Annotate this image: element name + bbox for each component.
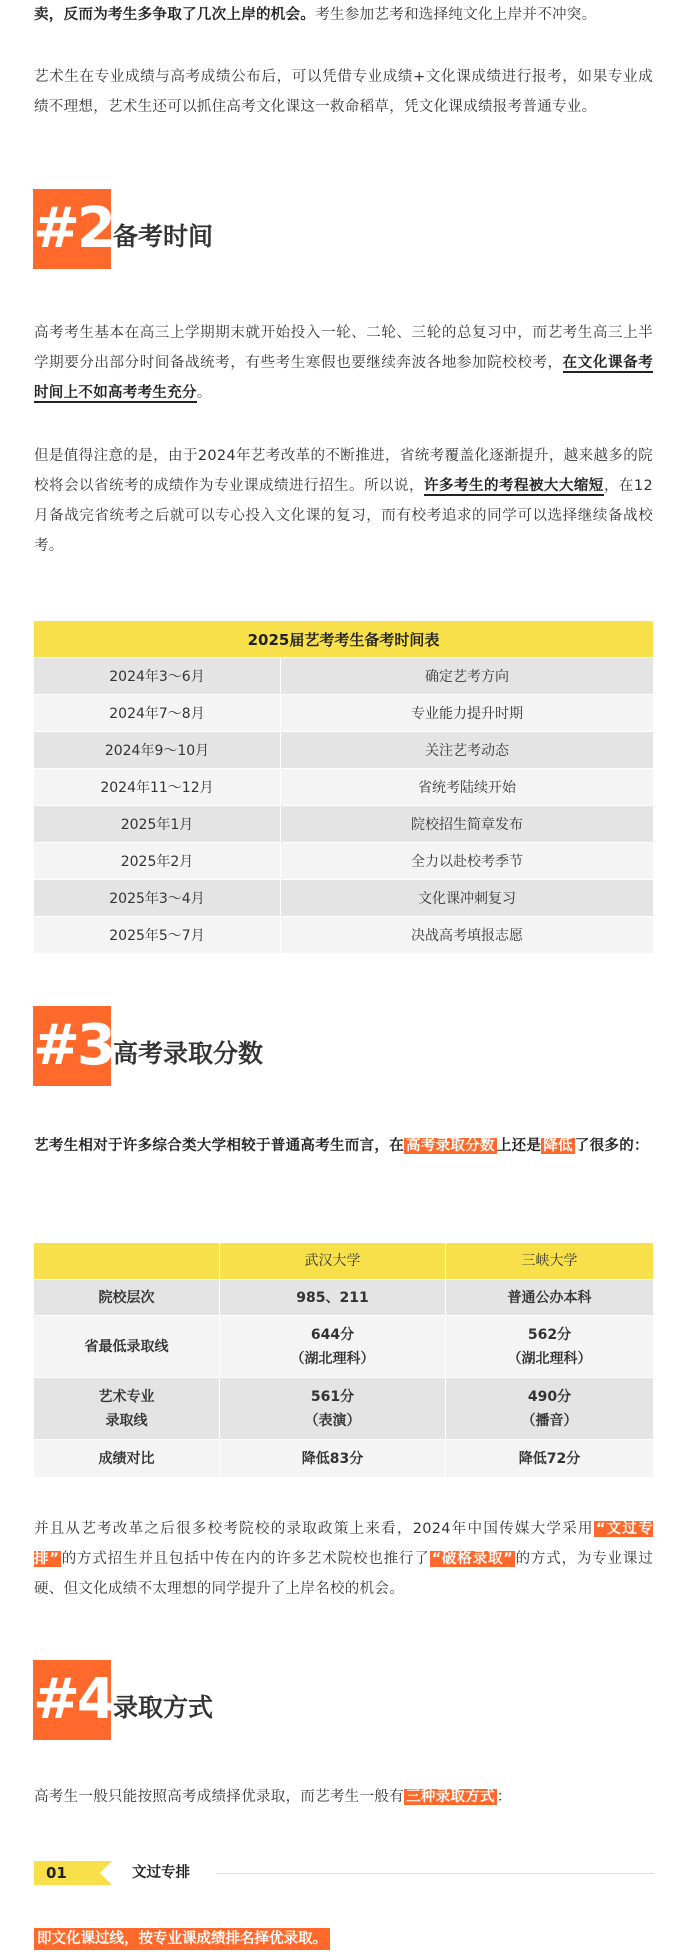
section-3-p1-text-a: 艺考生相对于许多综合类大学相较于普通高考生而言，在 [34, 1138, 404, 1154]
section-3-p1-text-b: 上还是 [496, 1138, 542, 1154]
comparison-header-empty [34, 1243, 220, 1280]
schedule-task: 确定艺考方向 [281, 658, 654, 695]
step-divider-line [216, 1873, 654, 1874]
comparison-value: 490分 [527, 1388, 572, 1405]
schedule-table-title: 2025届艺考考生备考时间表 [34, 621, 654, 658]
section-4-p1-text-b: ： [496, 1789, 512, 1805]
schedule-task: 关注艺考动态 [281, 732, 654, 769]
section-4-p1-text-a: 高考生一般只能按照高考成绩择优录取，而艺考生一般有 [34, 1789, 404, 1805]
comparison-cell: 985、211 [220, 1280, 446, 1316]
schedule-period: 2024年9～10月 [34, 732, 281, 769]
schedule-task: 文化课冲刺复习 [281, 880, 654, 917]
table-row [34, 658, 654, 695]
table-row [34, 806, 654, 843]
schedule-table-title-row [34, 621, 654, 658]
schedule-task: 省统考陆续开始 [281, 769, 654, 806]
section-3-p2-text-b: 的方式招生并且包括中传在内的许多艺术院校也推行了 [61, 1551, 430, 1567]
schedule-period: 2025年5～7月 [34, 917, 281, 954]
schedule-task: 院校招生简章发布 [281, 806, 654, 843]
section-3-paragraph-2 [34, 1514, 653, 1604]
comparison-value: 644分 [310, 1326, 355, 1343]
intro-bold-text: 卖，反而为考生多争取了几次上岸的机会。 [34, 7, 316, 23]
schedule-period: 2025年1月 [34, 806, 281, 843]
highlight-poge-luqu: “破格录取” [431, 1551, 514, 1567]
comparison-note: （湖北理科） [507, 1350, 592, 1367]
comparison-cell: 普通公办本科 [446, 1280, 654, 1316]
intro-paragraph-2: 艺术生在专业成绩与高考成绩公布后，可以凭借专业成绩+文化课成绩进行报考，如果专业成绩不理想，艺术生还可以抓住高考文化课这一救命稻草，凭文化课成绩报考普通专业。 [34, 69, 653, 115]
table-row [34, 917, 654, 954]
schedule-task: 决战高考填报志愿 [281, 917, 654, 954]
table-row [34, 1316, 654, 1378]
section-3-p1-text-c: 了很多的： [574, 1138, 649, 1154]
section-4-title: 录取方式 [113, 1693, 214, 1722]
highlight-three-methods: 三种录取方式 [406, 1789, 495, 1805]
comparison-row-label [34, 1378, 220, 1440]
comparison-value: 562分 [527, 1326, 572, 1343]
highlight-wenguo-zhuanpai: “文过专排” [34, 1521, 653, 1567]
schedule-period: 2024年3～6月 [34, 658, 281, 695]
step-label: 文过专排 [132, 1865, 190, 1881]
comparison-cell: 降低72分 [446, 1440, 654, 1478]
admission-method-1-heading [34, 1861, 654, 1885]
schedule-period: 2025年2月 [34, 843, 281, 880]
section-2-p2-underline: 许多考生的考程被大大缩短 [423, 478, 604, 494]
comparison-row-label: 省最低录取线 [34, 1316, 220, 1378]
comparison-cell [446, 1378, 654, 1440]
intro-paragraph-1 [34, 0, 653, 30]
section-2-p1-text: 高考考生基本在高三上学期期末就开始投入一轮、二轮、三轮的总复习中，而艺考生高三上半学期要分出部分时间备战统考，有些考生寒假也要继续奔波各地参加院校校考， [34, 325, 653, 371]
comparison-header-whu: 武汉大学 [220, 1243, 446, 1280]
table-row [34, 1440, 654, 1478]
comparison-header-ctgu: 三峡大学 [446, 1243, 654, 1280]
section-3-paragraph-1 [34, 1131, 653, 1161]
comparison-value: 561分 [310, 1388, 355, 1405]
schedule-task: 全力以赴校考季节 [281, 843, 654, 880]
schedule-task: 专业能力提升时期 [281, 695, 654, 732]
table-row [34, 732, 654, 769]
section-3-title: 高考录取分数 [113, 1039, 264, 1068]
score-comparison-table [33, 1242, 654, 1478]
comparison-cell [220, 1378, 446, 1440]
comparison-note: （表演） [304, 1412, 361, 1429]
section-2-title: 备考时间 [113, 222, 214, 251]
table-row [34, 769, 654, 806]
section-2-number-badge: #2 [33, 189, 111, 269]
comparison-label-line: 艺术专业 [98, 1388, 155, 1405]
comparison-row-label: 成绩对比 [34, 1440, 220, 1478]
section-4-number-badge: #4 [33, 1660, 111, 1740]
section-2-p2-text: 但是值得注意的是，由于2024年艺考改革的不断推进，省统考覆盖化逐渐提升，越来越多的院校将会以省统考的成绩作为专业课成绩进行招生。所以说， [34, 448, 653, 494]
section-3-highlight-score: 高考录取分数 [406, 1138, 495, 1154]
section-2-paragraph-2 [34, 441, 653, 561]
section-2-paragraph-1 [34, 318, 653, 408]
section-2-p1-end: 。 [196, 385, 212, 401]
comparison-cell [220, 1316, 446, 1378]
table-row [34, 1280, 654, 1316]
schedule-period: 2025年3～4月 [34, 880, 281, 917]
schedule-table [33, 620, 654, 954]
schedule-period: 2024年11～12月 [34, 769, 281, 806]
comparison-row-label: 院校层次 [34, 1280, 220, 1316]
section-3-number-badge: #3 [33, 1006, 111, 1086]
section-2-p1-underline: 在文化课备考时间上不如高考考生充分 [34, 355, 653, 401]
step-badge-notch [100, 1861, 112, 1885]
schedule-period: 2024年7～8月 [34, 695, 281, 732]
section-3-highlight-lower: 降低 [543, 1138, 573, 1154]
comparison-note: （播音） [521, 1412, 578, 1429]
intro-text: 考生参加艺考和选择纯文化上岸并不冲突。 [315, 7, 597, 23]
method-1-description-highlight: 即文化课过线，按专业课成绩排名择优录取。 [34, 1928, 330, 1950]
section-3-p2-text-a: 并且从艺考改革之后很多校考院校的录取政策上来看，2024年中国传媒大学采用 [34, 1521, 594, 1537]
section-3-p2-text-c: 的方式，为专业课过硬、但文化成绩不太理想的同学提升了上岸名校的机会。 [34, 1551, 654, 1597]
comparison-cell [446, 1316, 654, 1378]
table-row [34, 880, 654, 917]
comparison-note: （湖北理科） [290, 1350, 375, 1367]
table-row [34, 843, 654, 880]
comparison-header-row [34, 1243, 654, 1280]
step-number-badge: 01 [34, 1861, 100, 1885]
comparison-label-line: 录取线 [105, 1412, 148, 1429]
section-4-paragraph-1 [34, 1782, 653, 1812]
section-2-p2-end: ，在12月备战完省统考之后就可以专心投入文化课的复习，而有校考追求的同学可以选择继续备战校考。 [34, 478, 653, 554]
comparison-cell: 降低83分 [220, 1440, 446, 1478]
table-row [34, 695, 654, 732]
table-row [34, 1378, 654, 1440]
